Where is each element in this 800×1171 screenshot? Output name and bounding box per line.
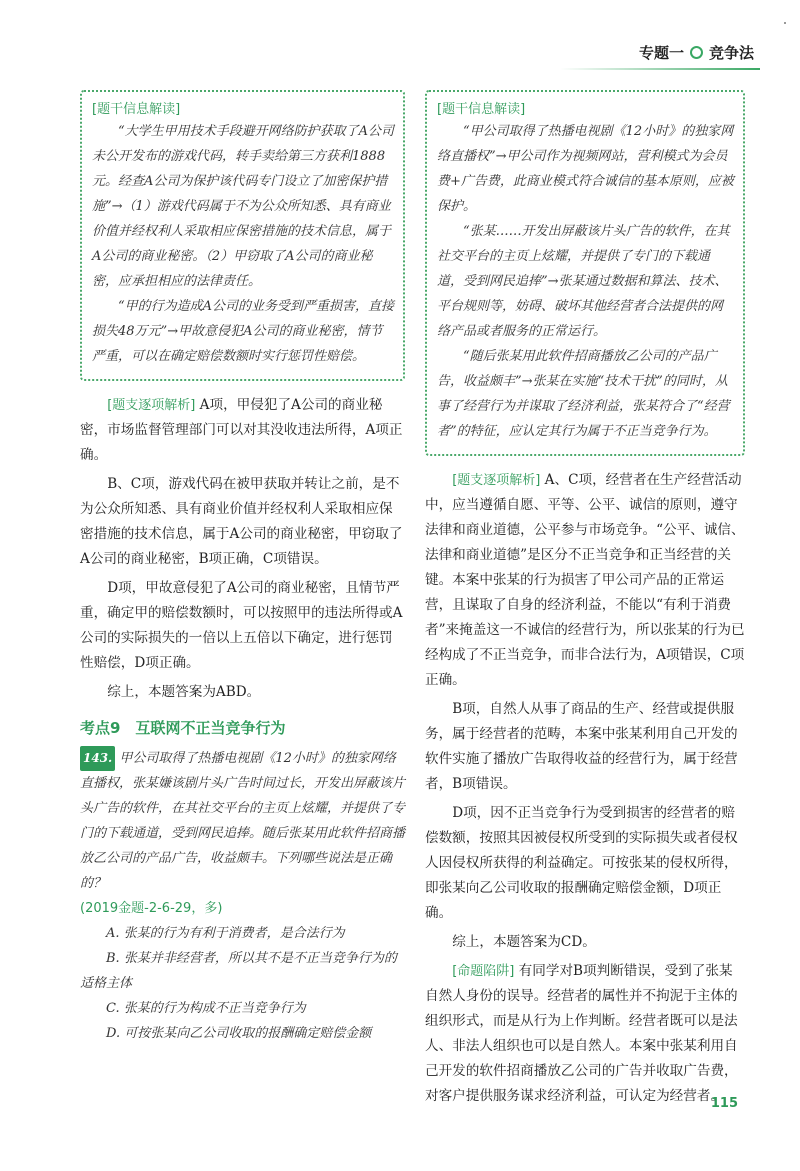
info-box-title: [题干信息解读]: [437, 102, 526, 117]
analysis-paragraph: B、C项，游戏代码在被甲获取并转让之前，是不为公众所知悉、具有商业价值并经权利人采取相应保密措施的技术信息，属于A公司的商业秘密，甲窃取了A公司的商业秘密，B项正确，C项错误。: [80, 476, 403, 567]
answer-summary: 综上，本题答案为ABD。: [107, 684, 261, 700]
info-paragraph: “甲公司取得了热播电视剧《12小时》的独家网络直播权”→甲公司作为视频网站，营利模式为会员费+广告费，此商业模式符合诚信的基本原则，应被保护。: [437, 124, 734, 214]
right-column: [425, 90, 745, 1113]
info-box-left: [80, 90, 405, 381]
analysis-paragraph: D项，甲故意侵犯了A公司的商业秘密，且情节严重，确定甲的赔偿数额时，可以按照甲的违法所得或A公司的实际损失的一倍以上五倍以下确定，进行惩罚性赔偿，D项正确。: [80, 580, 403, 671]
trap-paragraph: [425, 959, 745, 1109]
header-topic: 专题一: [638, 43, 684, 62]
info-paragraph: “甲的行为造成A公司的业务受到严重损害，直接损失48万元”→甲故意侵犯A公司的商业秘密，情节严重，可以在确定赔偿数额时实行惩罚性赔偿。: [92, 299, 395, 364]
info-paragraph: “大学生甲用技术手段避开网络防护获取了A公司未公开发布的游戏代码，转手卖给第三方获利1888元。经查A公司为保护该代码专门设立了加密保护措施”→（1）游戏代码属于不为公众所知悉、具有商业价值并经权利人采取相应保密措施的技术信息，属于A公司的商业秘密。（2）甲窃取了A公司的商业秘密，应承担相应的法律责任。: [92, 124, 395, 289]
left-column: [80, 90, 405, 1046]
info-box-right: [425, 90, 745, 456]
analysis-text: A、C项，经营者在生产经营活动中，应当遵循自愿、平等、公平、诚信的原则，遵守法律和商业道德，公平参与市场竞争。“公平、诚信、法律和商业道德”是区分不正当竞争和正当经营的关键。本案中张某的行为损害了甲公司产品的正常运营，且谋取了自身的经济利益，不能以“有利于消费者”来掩盖这一不诚信的经营行为，所以张某的行为已经构成了不正当竞争，而非合法行为，A项错误，C项正确。: [425, 472, 745, 688]
info-box-title: [题干信息解读]: [92, 102, 181, 117]
header-subject: 竞争法: [708, 43, 754, 62]
analysis-paragraph: [80, 393, 405, 468]
option-a: A. 张某的行为有利于消费者，是合法行为: [106, 926, 345, 941]
option-b: B. 张某并非经营者，所以其不是不正当竞争行为的适格主体: [80, 951, 397, 991]
info-paragraph: “张某……开发出屏蔽该片头广告的软件，在其社交平台的主页上炫耀，并提供了专门的下载通道，受到网民追捧”→张某通过数据和算法、技术、平台规则等，妨碍、破坏其他经营者合法提供的网络产品或者服务的正常运行。: [437, 224, 730, 339]
analysis-tag: [题支逐项解析]: [107, 398, 196, 413]
analysis-paragraph: D项，因不正当竞争行为受到损害的经营者的赔偿数额，按照其因被侵权所受到的实际损失或者侵权人因侵权所获得的利益确定。可按张某的侵权所得，即张某向乙公司收取的报酬确定赔偿金额，D项正确。: [425, 805, 738, 921]
answer-summary: 综上，本题答案为CD。: [452, 934, 596, 950]
trap-tag: [命题陷阱]: [452, 964, 515, 979]
question-source: (2019金题-2-6-29，多): [80, 901, 223, 916]
analysis-paragraph: [425, 468, 745, 693]
page-header: [639, 40, 754, 64]
question-text: 甲公司取得了热播电视剧《12小时》的独家网络直播权，张某嫌该剧片头广告时间过长，开发出屏蔽该片头广告的软件，在其社交平台的主页上炫耀，并提供了专门的下载通道，受到网民追捧。随后张某用此软件招商播放乙公司的产品广告，收益颇丰。下列哪些说法是正确的？: [80, 751, 406, 891]
corner-mark: [784, 22, 786, 24]
question-stem: [80, 746, 405, 896]
analysis-paragraph: B项，自然人从事了商品的生产、经营或提供服务，属于经营者的范畴，本案中张某利用自己开发的软件实施了播放广告取得收益的经营行为，属于经营者，B项错误。: [425, 701, 738, 792]
page-number: 115: [710, 1096, 738, 1111]
analysis-tag: [题支逐项解析]: [452, 473, 541, 488]
circle-icon: [690, 46, 703, 59]
option-d: D. 可按张某向乙公司收取的报酬确定赔偿金额: [106, 1026, 372, 1041]
section-title: 考点9 互联网不正当竞争行为: [80, 719, 286, 737]
question-number: 143.: [80, 746, 115, 771]
info-paragraph: “随后张某用此软件招商播放乙公司的产品广告，收益颇丰”→张某在实施“技术干扰”的同时，从事了经营行为并谋取了经济利益，张某符合了“经营者”的特征，应认定其行为属于不正当竞争行为。: [437, 349, 730, 439]
analysis-text: A项，甲侵犯了A公司的商业秘密，市场监督管理部门可以对其没收违法所得，A项正确。: [80, 397, 403, 463]
header-divider: [560, 68, 760, 70]
option-c: C. 张某的行为构成不正当竞争行为: [106, 1001, 306, 1016]
trap-text: 有同学对B项判断错误，受到了张某自然人身份的误导。经营者的属性并不拘泥于主体的组织形式，而是从行为上作判断。经营者既可以是法人、非法人组织也可以是自然人。本案中张某利用自己开发的软件招商播放乙公司的广告并收取广告费，对客户提供服务谋求经济利益，可认定为经营者。: [425, 963, 738, 1104]
